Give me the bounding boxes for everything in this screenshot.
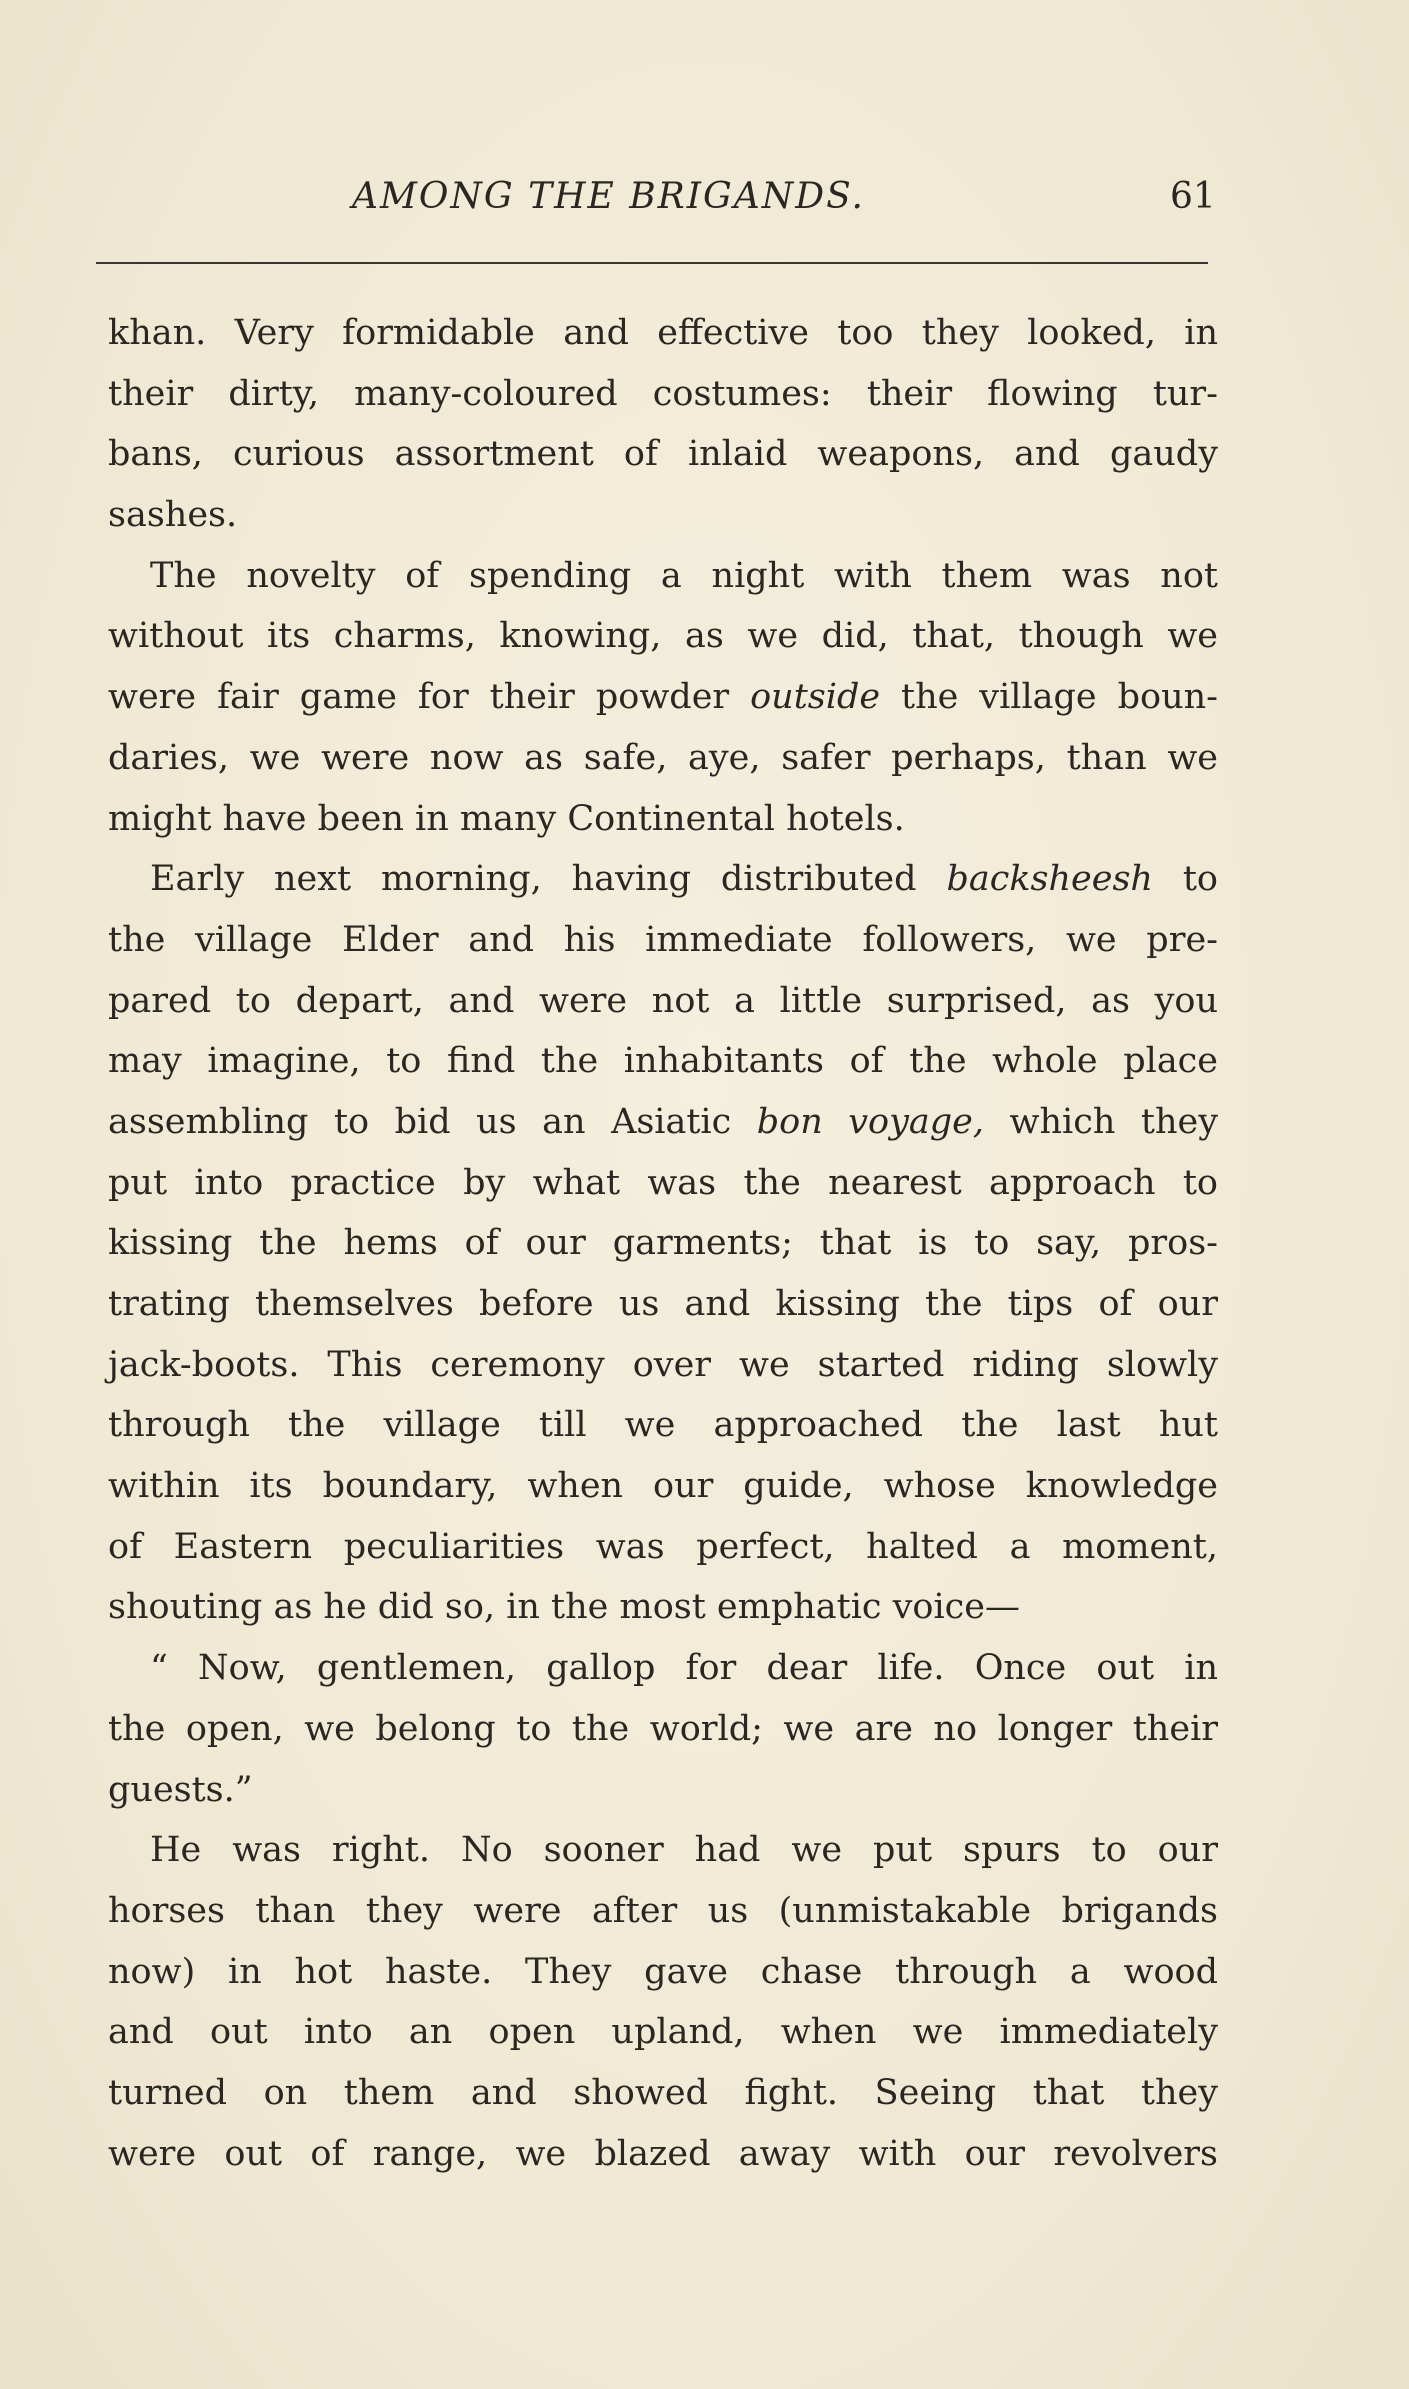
italic-word: outside	[750, 677, 881, 718]
line-text: which they	[984, 1101, 1218, 1142]
body-text	[108, 303, 1218, 2184]
text-line: the village Elder and his immediate followers, we pre-	[108, 919, 1218, 960]
text-line: pared to depart, and were not a little surprised, as you	[108, 980, 1218, 1021]
text-line: through the village till we approached the last hut	[108, 1405, 1218, 1446]
text-line: trating themselves before us and kissing the tips of our	[108, 1284, 1218, 1324]
running-title: AMONG THE BRIGANDS.	[352, 176, 865, 217]
text-line: daries, we were now as safe, aye, safer perhaps, than we	[108, 737, 1218, 778]
text-line: He was right. No sooner had we put spurs to our	[150, 1830, 1218, 1871]
text-line: shouting as he did so, in the most emphatic voice—	[108, 1587, 1020, 1628]
text-line: of Eastern peculiarities was perfect, halted a moment,	[108, 1526, 1218, 1567]
text-line: might have been in many Continental hotels.	[108, 798, 905, 839]
text-line: were out of range, we blazed away with our revolvers	[108, 2133, 1218, 2174]
text-line: put into practice by what was the nearest approach to	[108, 1162, 1218, 1203]
text-line: may imagine, to find the inhabitants of the whole place	[108, 1041, 1218, 1082]
italic-word: backsheesh	[946, 859, 1153, 900]
text-line: horses than they were after us (unmistakable brigands	[108, 1890, 1218, 1931]
line-text: the village boun-	[880, 677, 1218, 718]
text-line: khan. Very formidable and effective too they looked, in	[108, 313, 1218, 353]
text-line: within its boundary, when our guide, whose knowledge	[108, 1466, 1218, 1507]
text-line: their dirty, many-coloured costumes: their flowing tur-	[108, 373, 1218, 414]
italic-word: bon voyage,	[756, 1101, 985, 1142]
text-line	[108, 849, 1218, 910]
text-line: jack-boots. This ceremony over we started riding slowly	[108, 1344, 1218, 1385]
text-line: The novelty of spending a night with them was not	[150, 555, 1218, 596]
text-line: and out into an open upland, when we immediately	[108, 2012, 1218, 2053]
header-rule	[96, 262, 1208, 264]
line-text: were fair game for their powder	[108, 677, 751, 718]
text-line: the open, we belong to the world; we are no longer their	[108, 1708, 1218, 1749]
text-line: kissing the hems of our garments; that is to say, pros-	[108, 1223, 1218, 1264]
line-text: Early next morning, having distributed	[150, 859, 947, 900]
text-line: now) in hot haste. They gave chase through a wood	[108, 1951, 1218, 1992]
page-number: 61	[1170, 176, 1216, 217]
text-line: “ Now, gentlemen, gallop for dear life. Once out in	[150, 1648, 1218, 1689]
text-line: bans, curious assortment of inlaid weapons, and gaudy	[108, 434, 1218, 475]
text-line	[108, 667, 1218, 728]
line-text: to	[1152, 859, 1218, 900]
text-line: without its charms, knowing, as we did, that, though we	[108, 616, 1218, 657]
text-line: sashes.	[108, 495, 238, 536]
running-head	[0, 172, 1409, 222]
text-line: guests.”	[108, 1769, 253, 1810]
line-text: assembling to bid us an Asiatic	[108, 1101, 757, 1142]
text-line: turned on them and showed fight. Seeing that they	[108, 2072, 1218, 2113]
text-line	[108, 1092, 1218, 1153]
